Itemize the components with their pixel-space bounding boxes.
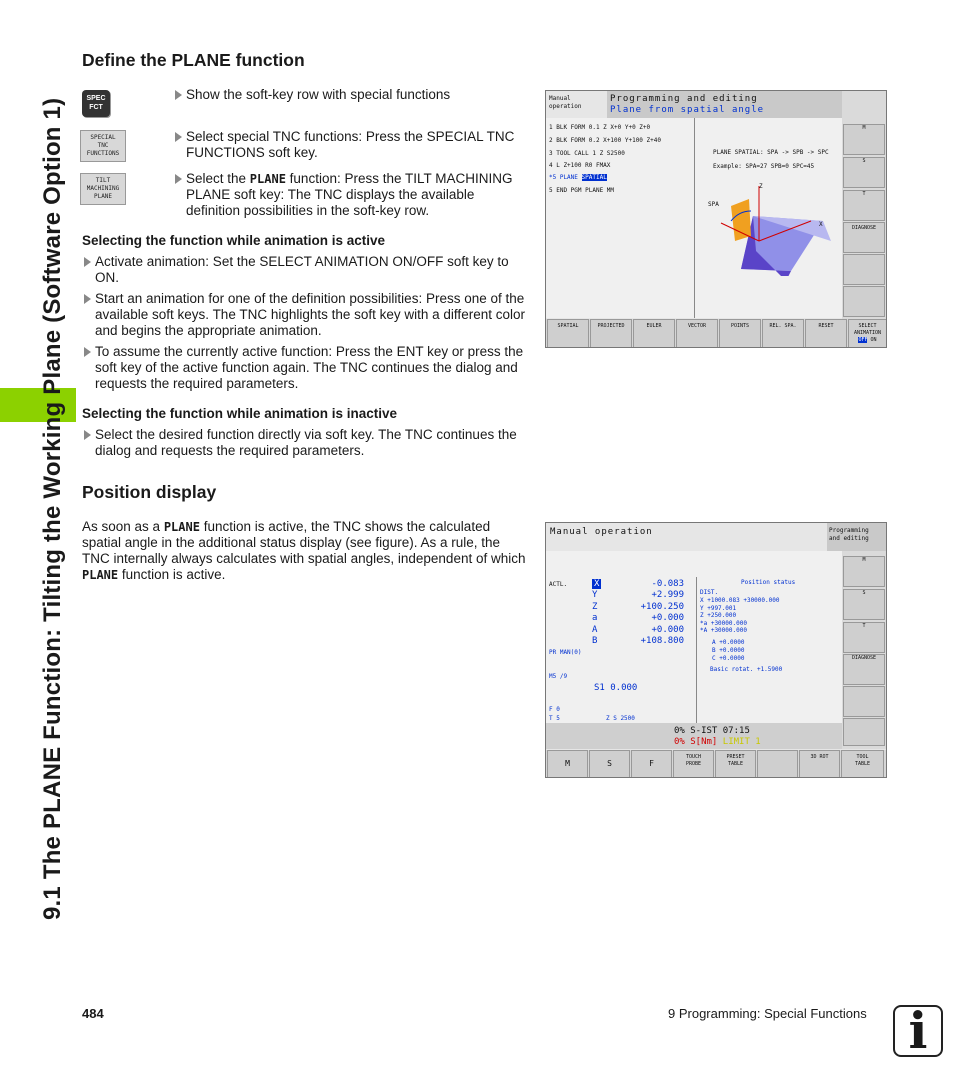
axis-row [584, 625, 694, 636]
axis-name: Y [592, 590, 598, 600]
tilt-machining-plane-softkey-icon: TILT MACHINING PLANE [80, 173, 126, 205]
axis-name: Z [592, 602, 598, 612]
axis-x-label: X [819, 221, 823, 228]
side-chapter-title: 9.1 The PLANE Function: Tilting the Working Plane (Software Option 1) [39, 97, 66, 920]
bottom-softkey[interactable]: TOOL TABLE [841, 750, 884, 778]
nc-line-2: 2 BLK FORM 0.2 X+100 Y+100 Z+40 [549, 137, 661, 144]
dist-row: Y +997.001 [700, 604, 737, 612]
axis-row [584, 579, 694, 590]
spindle-readout: S1 0.000 [594, 683, 638, 693]
axis-name: B [592, 636, 598, 646]
position-heading: Position display [82, 482, 217, 502]
softkey-reset[interactable]: RESET [805, 319, 847, 348]
step-show-softkeys: Show the soft-key row with special functions [173, 87, 528, 103]
tnc-screen-plane-spatial [545, 90, 887, 348]
screen2-mode2: Programming and editing [829, 527, 869, 542]
bottom-softkey[interactable]: M [547, 750, 588, 778]
axis-name: a [592, 613, 598, 623]
tnc-screen-position-display [545, 522, 887, 778]
softkey-rel-spa[interactable]: REL. SPA. [762, 319, 804, 348]
axis-value: +0.000 [651, 613, 684, 623]
axis-value: +0.000 [651, 625, 684, 635]
side2-softkey-empty-1[interactable] [843, 686, 885, 717]
axis-z-label: Z [759, 183, 763, 190]
axis-name: A [592, 625, 598, 635]
axis-spa-label: SPA [708, 201, 719, 208]
axis-value: +100.250 [640, 602, 684, 612]
anim-inactive-bullet-1: Select the desired function directly via soft key. The TNC continues the dialog and requests the required parameters. [82, 427, 528, 459]
chapter-footer: 9 Programming: Special Functions [668, 1006, 867, 1021]
axis-value: +2.999 [651, 590, 684, 600]
zs-label: Z S 2500 [606, 715, 635, 722]
rot-row: C +0.0000 [712, 655, 745, 662]
softkey-euler[interactable]: EULER [633, 319, 675, 348]
nc-line-5: 5 END PGM PLANE MM [549, 187, 615, 194]
bottom-softkey[interactable]: S [589, 750, 630, 778]
dist-row: Z +250.000 [700, 612, 737, 619]
screen1-subtitle: Plane from spatial angle [610, 105, 765, 115]
softkey-points[interactable]: POINTS [719, 319, 761, 348]
axis-value: -0.083 [651, 579, 684, 589]
axis-row [584, 613, 694, 624]
side-softkey-t[interactable]: T [843, 190, 885, 221]
rot-row: B +0.0000 [712, 647, 745, 654]
bottom-softkey[interactable]: F [631, 750, 672, 778]
feed-status-2: 0% S[Nm] LIMIT 1 [674, 737, 761, 747]
side2-softkey-m[interactable]: M [843, 556, 885, 587]
softkey-spatial[interactable]: SPATIAL [547, 319, 589, 348]
dist-row: *A +30000.000 [700, 627, 747, 634]
tool-label: T 5 [549, 715, 560, 722]
spatial-plane-graphic [701, 181, 841, 276]
feed-status-1: 0% S-IST 07:15 [674, 726, 750, 736]
side2-softkey-t[interactable]: T [843, 622, 885, 653]
side-softkey-diagnose[interactable]: DIAGNOSE [843, 222, 885, 253]
side2-softkey-empty-2[interactable] [843, 718, 885, 746]
bottom-softkey[interactable]: PRESET TABLE [715, 750, 756, 778]
axis-row [584, 602, 694, 613]
special-tnc-functions-softkey-icon: SPECIAL TNC FUNCTIONS [80, 130, 126, 162]
bottom-softkey[interactable]: TOUCH PROBE [673, 750, 714, 778]
spec-fct-key-icon: SPEC FCT [82, 90, 110, 117]
step-select-special: Select special TNC functions: Press the SPECIAL TNC FUNCTIONS soft key. [173, 129, 528, 161]
anim-active-heading: Selecting the function while animation is active [82, 233, 386, 248]
basic-rot: Basic rotat. +1.5900 [710, 666, 783, 673]
position-status-title: Position status [741, 579, 796, 586]
axis-row [584, 636, 694, 647]
nc-line-active: *5 PLANE SPATIAL [549, 174, 607, 181]
side-softkey-empty-1[interactable] [843, 254, 885, 285]
anim-inactive-heading: Selecting the function while animation is inactive [82, 406, 398, 421]
screen1-title: Programming and editing [610, 94, 758, 104]
page-number: 484 [82, 1006, 104, 1021]
step-select-plane: Select the PLANE function: Press the TILT MACHINING PLANE soft key: The TNC displays the available definition possibilities in the soft-key row. [173, 171, 528, 219]
rot-row: A +0.0000 [712, 639, 745, 646]
nc-line-1: 1 BLK FORM 0.1 Z X+0 Y+0 Z+0 [549, 124, 651, 131]
plane-info-1: PLANE SPATIAL: SPA -> SPB -> SPC [713, 149, 829, 156]
feed-label: F 0 [549, 706, 560, 713]
axis-value: +108.800 [640, 636, 684, 646]
position-paragraph: As soon as a PLANE function is active, the TNC shows the calculated spatial angle in the additional status display (see figure). As a rule, the TNC internally always calculates with spatial angles, independent of which PLANE function is active. [82, 519, 526, 582]
nc-line-3: 3 TOOL CALL 1 Z S2500 [549, 150, 625, 157]
side-softkey-empty-2[interactable] [843, 286, 885, 317]
softkey-projected[interactable]: PROJECTED [590, 319, 632, 348]
dist-row: *a +30000.000 [700, 619, 747, 627]
side2-softkey-diagnose[interactable]: DIAGNOSE [843, 654, 885, 685]
dist-label: DIST. [700, 589, 719, 596]
screen2-mode: Manual operation [550, 527, 653, 537]
bottom-softkey[interactable]: 3D ROT [799, 750, 840, 778]
side-softkey-m[interactable]: M [843, 124, 885, 155]
actl-label: ACTL. [549, 581, 568, 588]
softkey-vector[interactable]: VECTOR [676, 319, 718, 348]
softkey-select-animation[interactable]: SELECT ANIMATION OFF ON [848, 319, 887, 348]
side2-softkey-s[interactable]: S [843, 589, 885, 620]
anim-active-bullet-2: Start an animation for one of the definition possibilities: Press one of the available soft keys. The TNC highlights the soft key with a different color and begins the appropriate animation. [82, 291, 528, 339]
screen1-mode: Manual operation [549, 95, 582, 110]
info-icon: i [893, 1005, 943, 1057]
pr-man: PR MAN(0) [549, 649, 582, 656]
axis-row [584, 590, 694, 601]
anim-active-bullet-3: To assume the currently active function: Press the ENT key or press the soft key of the active function again. The TNC continues the dialog and requests the required parameters. [82, 344, 528, 392]
dist-row: X +1000.083 +30000.000 [700, 597, 780, 604]
anim-active-bullet-1: Activate animation: Set the SELECT ANIMATION ON/OFF soft key to ON. [82, 254, 528, 286]
plane-info-2: Example: SPA=27 SPB=0 SPC=45 [713, 163, 815, 170]
m5-label: M5 /9 [549, 673, 568, 680]
axis-name: X [594, 579, 600, 589]
side-softkey-s[interactable]: S [843, 157, 885, 188]
bottom-softkey[interactable] [757, 750, 798, 778]
nc-line-4: 4 L Z+100 R0 FMAX [549, 162, 611, 169]
define-heading: Define the PLANE function [82, 50, 305, 70]
